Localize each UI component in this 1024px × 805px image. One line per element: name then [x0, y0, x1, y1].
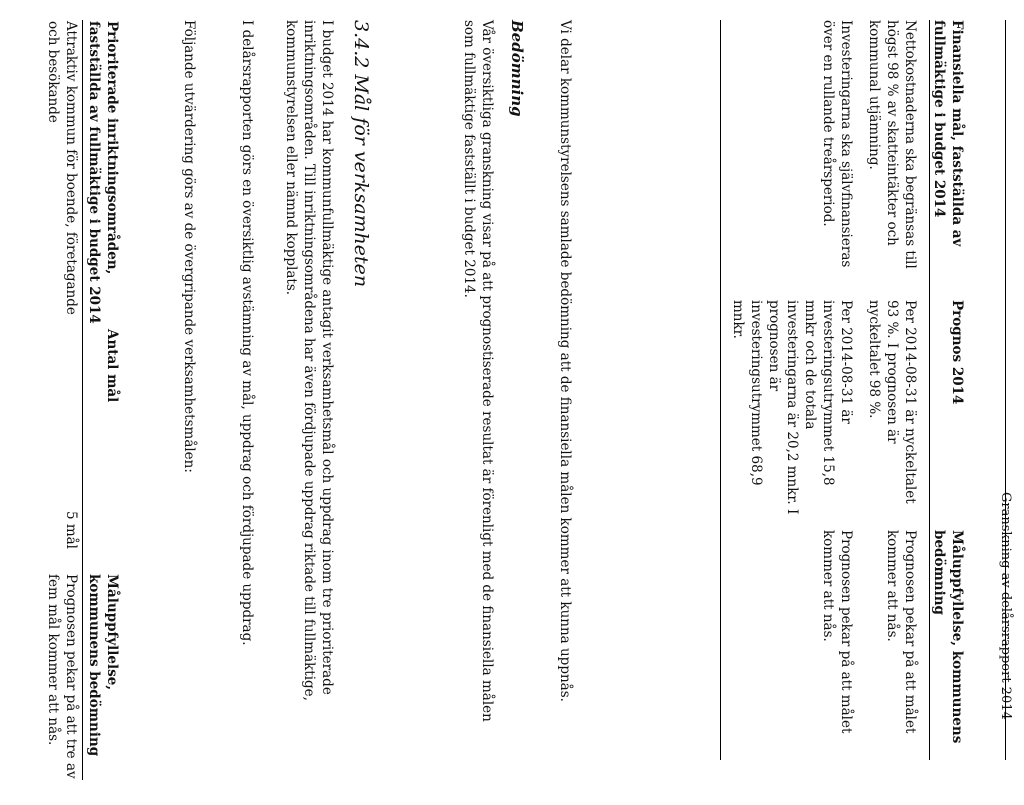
- assessment-cell: Prognosen pekar på att tre av fem mål kommer att nås.: [45, 574, 79, 779]
- paragraph-assessment: Vår översiktliga granskning visar på att prognostiserade resultat är förenligt med de finansiella målen som fullmäktige fastställt i budget 2014.: [461, 20, 495, 722]
- column-header: Måluppfyllelse, kommunens bedömning: [930, 520, 967, 760]
- column-header: Prioriterade inriktningsområden, fastställda av fullmäktige i budget 2014: [83, 20, 123, 328]
- goal-cell: Investeringarna ska självfinansieras över en rullande treårsperiod.: [721, 20, 866, 296]
- forecast-cell: Per 2014-08-31 är investeringsutrymmet 15,8 mnkr och de totala investeringarna är 20,2 mnkr. I prognosen är investeringsutrymmet 68,9 mnkr.: [721, 296, 866, 520]
- column-header: Måluppfyllelse, kommunens bedömning: [83, 573, 123, 780]
- assessment-cell: Prognosen pekar på att målet kommer att nås.: [721, 520, 866, 760]
- paragraph-budget: I budget 2014 har kommunfullmäktige antagit verksamhetsmål och uppdrag inom tre prioriterade inriktningsområden. Till inriktningsområdena har även fördjupade uppdrag riktade till fullmäktige, kommunstyrelsen eller nämnd kopplats.: [283, 20, 335, 701]
- forecast-cell: Per 2014-08-31 är nyckeltalet 93 %. I prognosen är nyckeltalet 98 %.: [866, 300, 918, 504]
- count-cell: 5 mål: [63, 510, 79, 549]
- running-header: Granskning av delårsrapport 2014: [998, 492, 1013, 720]
- table-row: [865, 20, 930, 760]
- paragraph-evaluation: Följande utvärdering görs av de övergripande verksamhetsmålen:: [181, 20, 197, 473]
- section-subheading: Bedömning: [508, 20, 526, 117]
- table-header-row: [83, 20, 123, 780]
- goal-cell: Nettokostnaderna ska begränsas till högst 98 % av skatteintäkter och kommunal utjämning.: [866, 20, 918, 269]
- assessment-cell: Prognosen pekar på att målet kommer att nås.: [884, 530, 918, 734]
- paragraph-interim: I delårsrapporten görs en översiktlig avstämning av mål, uppdrag och fördjupade uppdrag.: [239, 20, 255, 646]
- top-rule: [1005, 20, 1006, 760]
- table-row: [721, 20, 866, 760]
- table-header-row: [930, 20, 967, 760]
- column-header: Finansiella mål, fastställda av fullmäktige i budget 2014: [930, 20, 967, 296]
- paragraph-conclusion: Vi delar kommunstyrelsens samlade bedömning att de finansiella målen kommer att kunna uppnås.: [557, 20, 573, 702]
- operational-goals-table: [43, 20, 122, 780]
- financial-goals-table: [720, 20, 966, 760]
- column-header: Prognos 2014: [930, 296, 967, 520]
- section-heading: 3.4.2 Mål för verksamheten: [350, 20, 372, 288]
- column-header: Antal mål: [83, 328, 123, 573]
- table-row: [43, 20, 83, 780]
- area-cell: Attraktiv kommun för boende, företagande och besökande: [45, 21, 79, 315]
